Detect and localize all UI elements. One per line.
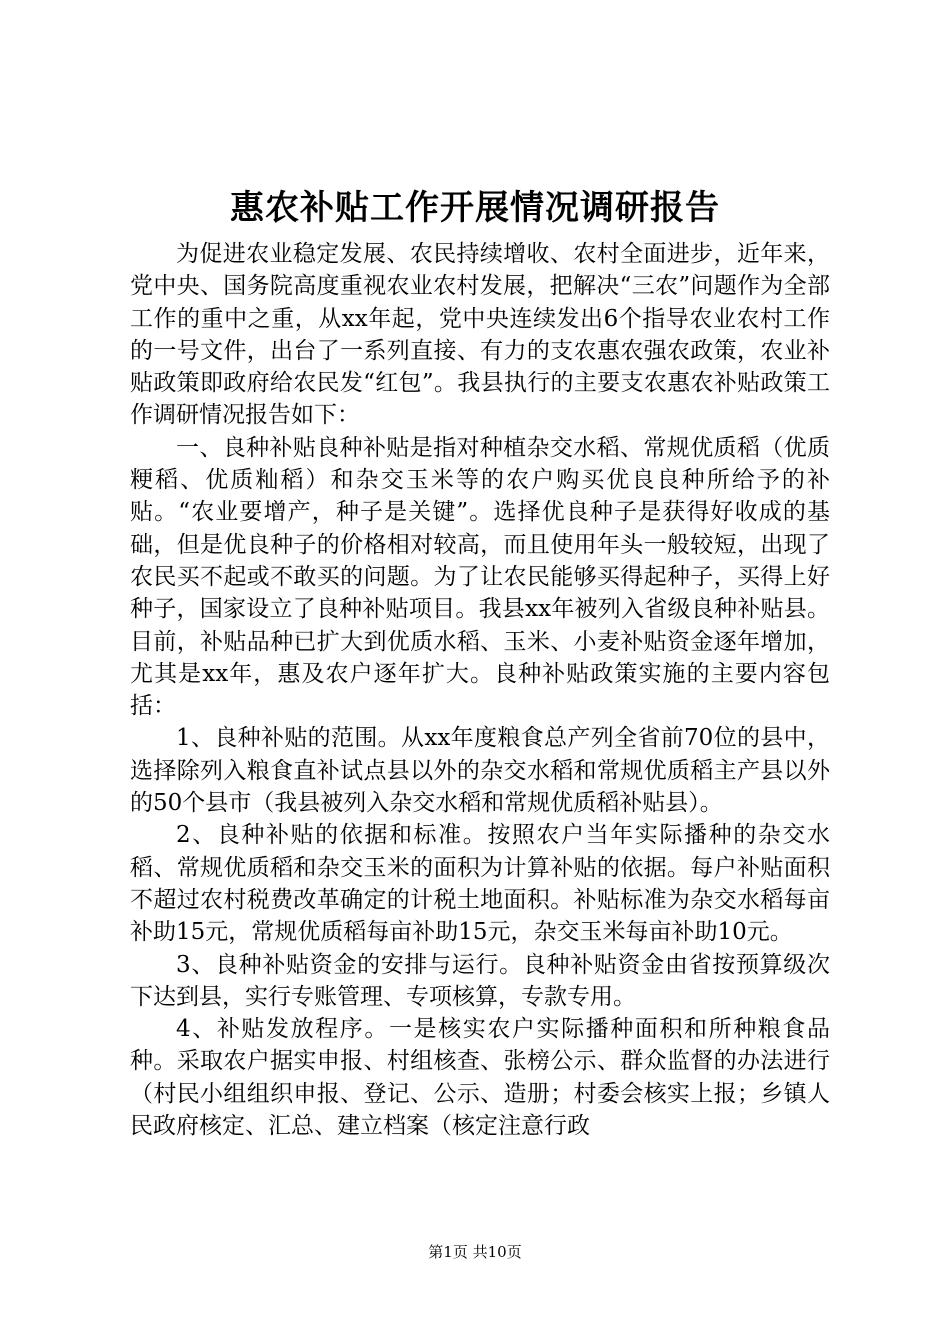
paragraph-section-1: 一、良种补贴良种补贴是指对种植杂交水稻、常规优质稻（优质粳稻、优质籼稻）和杂交玉米等的农户购买优良良种所给予的补贴。“农业要增产，种子是关键”。选择优良种子是获得好收成的基础，但是优良种子的价格相对较高，而且使用年头一般较短，出现了农民买不起或不敢买的问题。为了让农民能够买得起种子，买得上好种子，国家设立了良种补贴项目。我县xx年被列入省级良种补贴县。目前，补贴品种已扩大到优质水稻、玉米、小麦补贴资金逐年增加，尤其是xx年，惠及农户逐年扩大。良种补贴政策实施的主要内容包括： [130, 434, 830, 720]
paragraph-item-4: 4、补贴发放程序。一是核实农户实际播种面积和所种粮食品种。采取农户据实申报、村组核查、张榜公示、群众监督的办法进行（村民小组组织申报、登记、公示、造册；村委会核实上报；乡镇人民政府核定、汇总、建立档案（核定注意行政 [130, 1016, 830, 1140]
paragraph-item-2: 2、良种补贴的依据和标准。按照农户当年实际播种的杂交水稻、常规优质稻和杂交玉米的面积为计算补贴的依据。每户补贴面积不超过农村税费改革确定的计税土地面积。补贴标准为杂交水稻每亩补助15元，常规优质稻每亩补助15元，杂交玉米每亩补助10元。 [130, 822, 830, 946]
document-title: 惠农补贴工作开展情况调研报告 [230, 188, 720, 228]
paragraph-intro: 为促进农业稳定发展、农民持续增收、农村全面进步，近年来，党中央、国务院高度重视农业农村发展，把解决“三农”问题作为全部工作的重中之重，从xx年起，党中央连续发出6个指导农业农村工作的一号文件，出台了一系列直接、有力的支农惠农强农政策，农业补贴政策即政府给农民发“红包”。我县执行的主要支农惠农补贴政策工作调研情况报告如下： [130, 241, 830, 429]
paragraph-item-1: 1、良种补贴的范围。从xx年度粮食总产列全省前70位的县中，选择除列入粮食直补试点县以外的杂交水稻和常规优质稻主产县以外的50个县市（我县被列入杂交水稻和常规优质稻补贴县）。 [130, 725, 830, 817]
paragraph-item-3: 3、良种补贴资金的安排与运行。良种补贴资金由省按预算级次下达到县，实行专账管理、专项核算，专款专用。 [130, 951, 830, 1010]
page-footer: 第1页 共10页 [428, 1243, 522, 1261]
document-body [130, 238, 830, 1142]
